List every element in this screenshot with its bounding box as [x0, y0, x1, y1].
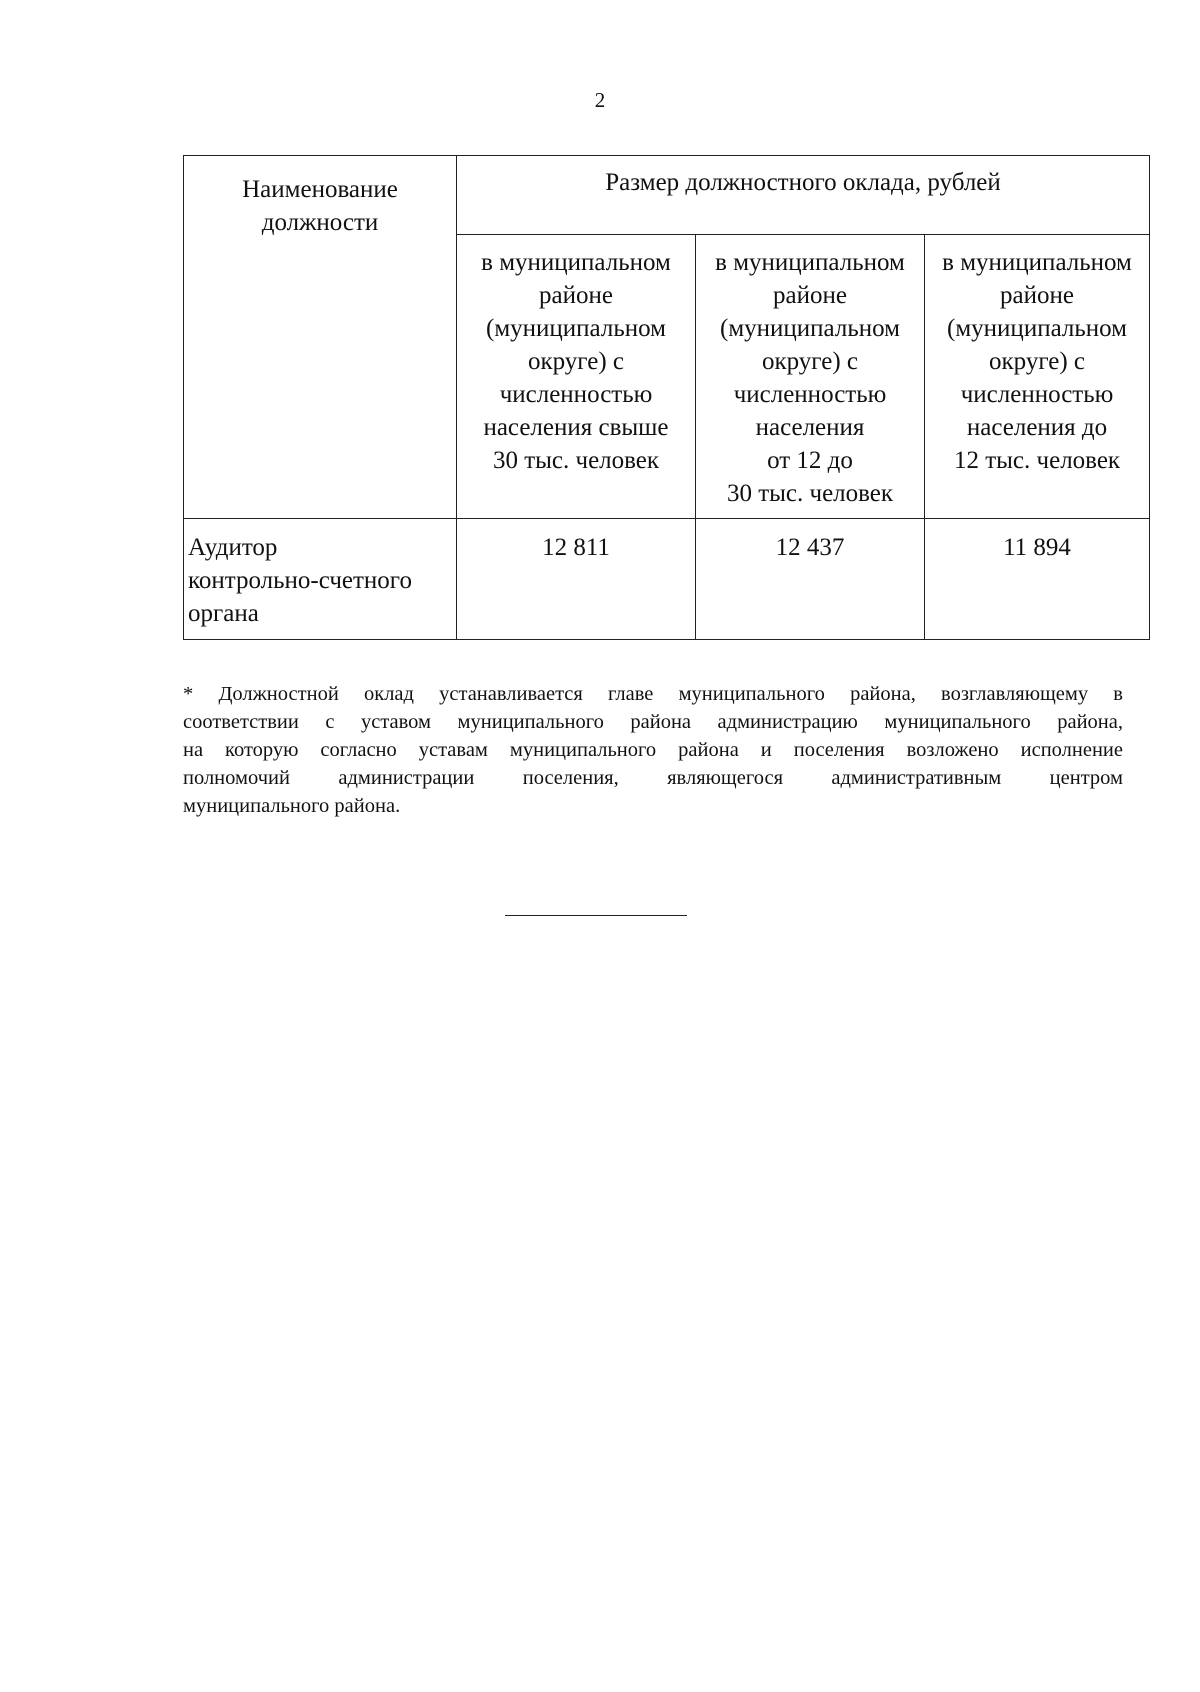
- header-position-name: [184, 156, 457, 519]
- subheader-line: (муниципальном: [720, 315, 900, 342]
- subheader-line: округе) с: [989, 348, 1086, 375]
- subheader-line: населения: [755, 414, 865, 441]
- salary-over-30k-cell: 12 811: [457, 519, 696, 640]
- subheader-line: районе: [1000, 282, 1074, 309]
- subheader-line: районе: [539, 282, 613, 309]
- end-separator-line: [505, 915, 687, 916]
- subheader-line: численностью: [499, 381, 653, 408]
- subheader-line: 30 тыс. человек: [726, 480, 894, 507]
- footnote-line: на которую согласно уставам муниципального района и поселения возложено исполнение: [183, 739, 1123, 761]
- footnote-line: полномочий администрации поселения, являющегося административным центром: [183, 767, 1123, 789]
- position-line: Аудитор: [188, 534, 278, 561]
- subheader-line: в муниципальном: [942, 249, 1132, 276]
- subheader-line: (муниципальном: [486, 315, 666, 342]
- header-line: должности: [261, 209, 379, 236]
- salary-12k-to-30k-cell: 12 437: [696, 519, 925, 640]
- position-name-cell: [184, 519, 457, 640]
- position-line: контрольно-счетного: [188, 567, 412, 594]
- page-number: 2: [594, 88, 606, 112]
- subheader-line: численностью: [733, 381, 887, 408]
- table-row: [184, 519, 1150, 640]
- subheader-line: (муниципальном: [947, 315, 1127, 342]
- subheader-line: 12 тыс. человек: [953, 447, 1121, 474]
- footnote: [183, 680, 1123, 820]
- footnote-line: соответствии с уставом муниципального района администрацию муниципального района,: [183, 711, 1123, 733]
- subheader-line: 30 тыс. человек: [492, 447, 660, 474]
- subheader-line: населения свыше: [483, 414, 669, 441]
- subheader-line: районе: [773, 282, 847, 309]
- subheader-line: округе) с: [527, 348, 624, 375]
- subheader-over-30k: [457, 235, 696, 519]
- header-line: Наименование: [242, 176, 398, 203]
- table-header-row: [184, 156, 1150, 235]
- subheader-line: численностью: [960, 381, 1114, 408]
- footnote-line: муниципального района.: [183, 795, 401, 817]
- subheader-line: в муниципальном: [481, 249, 671, 276]
- salary-table: [183, 155, 1150, 640]
- footnote-line: * Должностной оклад устанавливается главе муниципального района, возглавляющему в: [183, 683, 1123, 705]
- position-line: органа: [188, 600, 259, 627]
- subheader-12k-to-30k: [696, 235, 925, 519]
- subheader-line: в муниципальном: [715, 249, 905, 276]
- subheader-line: от 12 до: [767, 447, 853, 474]
- subheader-line: округе) с: [761, 348, 858, 375]
- subheader-line: населения до: [966, 414, 1108, 441]
- salary-under-12k-cell: 11 894: [925, 519, 1150, 640]
- subheader-under-12k: [925, 235, 1150, 519]
- header-salary-size: Размер должностного оклада, рублей: [457, 156, 1150, 235]
